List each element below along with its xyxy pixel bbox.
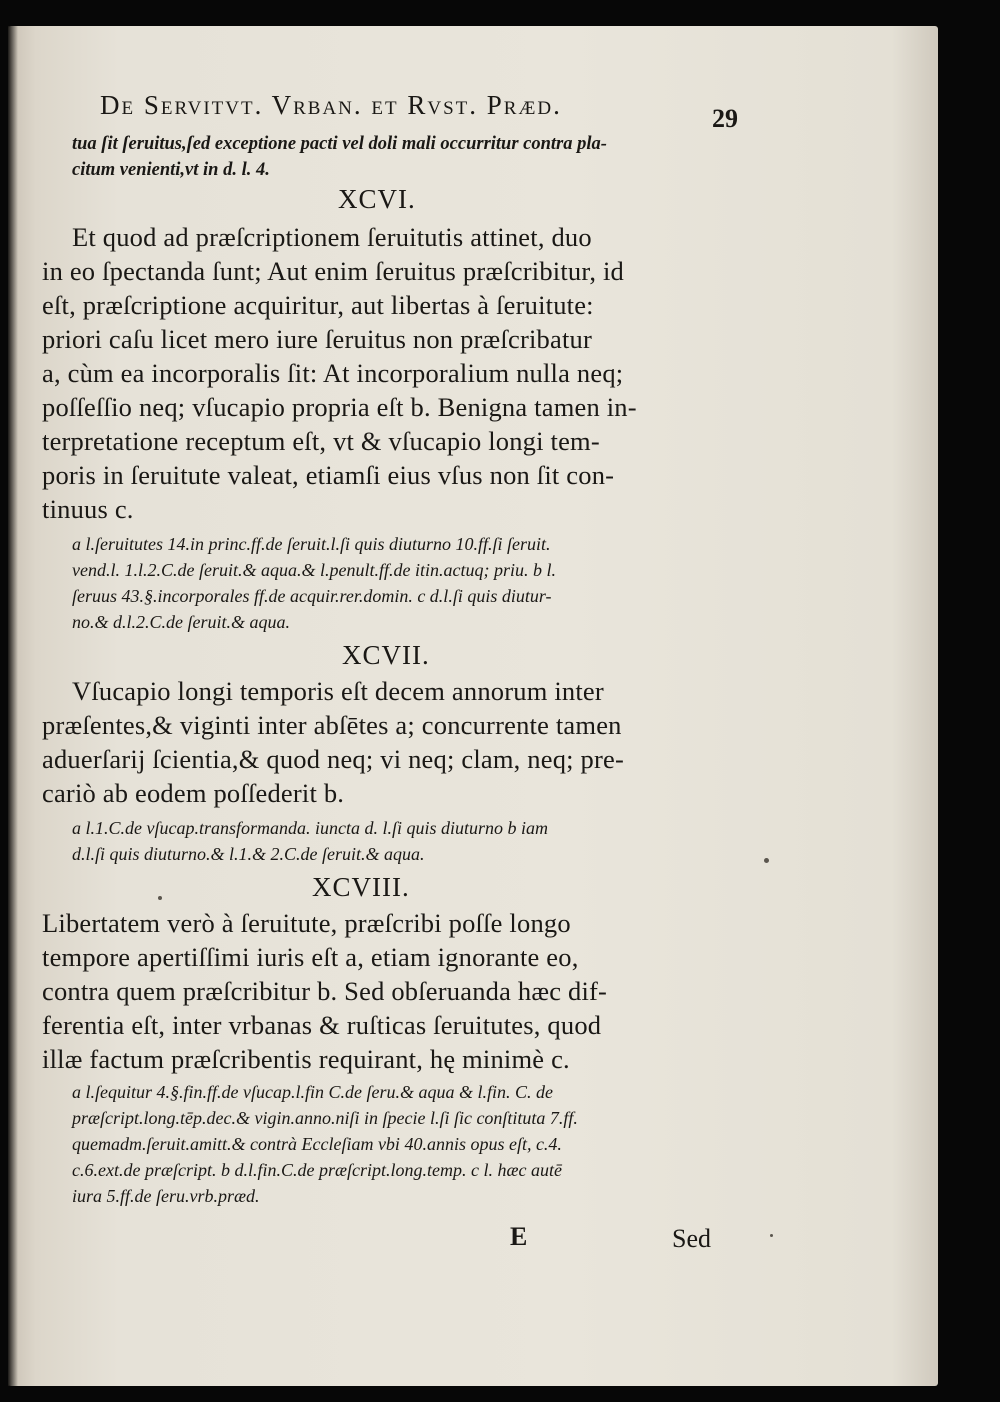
- continuation-line: citum venienti,vt in d. l. 4.: [72, 160, 270, 180]
- footnote-line: quemadm.ſeruit.amitt.& contrà Eccleſiam vbi 40.annis opus eſt, c.4.: [72, 1134, 562, 1154]
- book-page: [8, 26, 938, 1386]
- folio-number: 29: [712, 104, 738, 133]
- paper-speck: [764, 858, 769, 863]
- body-line: Et quod ad præſcriptionem ſeruitutis attinet, duo: [72, 222, 592, 252]
- signature-mark: E: [510, 1222, 528, 1251]
- footnote-line: a l.ſeruitutes 14.in princ.ff.de ſeruit.l.ſi quis diuturno 10.ff.ſi ſeruit.: [72, 534, 551, 554]
- body-line: præſentes,& viginti inter abſētes a; concurrente tamen: [42, 710, 622, 740]
- body-line: Vſucapio longi temporis eſt decem annorum inter: [72, 676, 604, 706]
- running-header: De Servitvt. Vrban. et Rvst. Præd.: [100, 90, 562, 120]
- footnote-line: a l.ſequitur 4.§.fin.ff.de vſucap.l.fin C.de ſeru.& aqua & l.fin. C. de: [72, 1082, 553, 1102]
- footnote-line: no.& d.l.2.C.de ſeruit.& aqua.: [72, 612, 290, 632]
- body-line: poſſeſſio neq; vſucapio propria eſt b. Benigna tamen in-: [42, 392, 637, 422]
- body-line: a, cùm ea incorporalis ſit: At incorporalium nulla neq;: [42, 358, 624, 388]
- page-binding-shadow: [8, 26, 18, 1386]
- body-line: aduerſarij ſcientia,& quod neq; vi neq; clam, neq; pre-: [42, 744, 625, 774]
- section-numeral: XCVIII.: [312, 872, 410, 902]
- paper-speck: [770, 1234, 773, 1237]
- body-line: cariò ab eodem poſſederit b.: [42, 778, 345, 808]
- footnote-line: vend.l. 1.l.2.C.de ſeruit.& aqua.& l.penult.ff.de itin.actuq; priu. b l.: [72, 560, 556, 580]
- footnote-line: c.6.ext.de præſcript. b d.l.fin.C.de præſcript.long.temp. c l. hæc autē: [72, 1160, 562, 1180]
- body-line: tempore apertiſſimi iuris eſt a, etiam ignorante eo,: [42, 942, 579, 972]
- body-line: in eo ſpectanda ſunt; Aut enim ſeruitus præſcribitur, id: [42, 256, 624, 286]
- footnote-line: ſeruus 43.§.incorporales ff.de acquir.rer.domin. c d.l.ſi quis diutur-: [72, 586, 552, 606]
- footnote-line: præſcript.long.tēp.dec.& vigin.anno.niſi in ſpecie l.ſi ſic conſtituta 7.ff.: [72, 1108, 578, 1128]
- body-line: ferentia eſt, inter vrbanas & ruſticas ſeruitutes, quod: [42, 1010, 602, 1040]
- section-numeral: XCVII.: [342, 640, 430, 670]
- body-line: eſt, præſcriptione acquiritur, aut libertas à ſeruitute:: [42, 290, 594, 320]
- body-line: illæ factum præſcribentis requirant, hę minimè c.: [42, 1044, 570, 1074]
- body-line: tinuus c.: [42, 494, 134, 524]
- body-line: contra quem præſcribitur b. Sed obſeruanda hæc dif-: [42, 976, 608, 1006]
- footnote-line: a l.1.C.de vſucap.transformanda. iuncta d. l.ſi quis diuturno b iam: [72, 818, 548, 838]
- body-line: poris in ſeruitute valeat, etiamſi eius vſus non ſit con-: [42, 460, 615, 490]
- catchword: Sed: [672, 1224, 711, 1253]
- body-line: Libertatem verò à ſeruitute, præſcribi poſſe longo: [42, 908, 571, 938]
- footnote-line: iura 5.ff.de ſeru.vrb.præd.: [72, 1186, 260, 1206]
- paper-speck: [158, 896, 162, 900]
- body-line: priori caſu licet mero iure ſeruitus non præſcribatur: [42, 324, 592, 354]
- continuation-line: tua ſit ſeruitus,ſed exceptione pacti vel doli mali occurritur contra pla-: [72, 134, 607, 154]
- footnote-line: d.l.ſi quis diuturno.& l.1.& 2.C.de ſeruit.& aqua.: [72, 844, 425, 864]
- body-line: terpretatione receptum eſt, vt & vſucapio longi tem-: [42, 426, 600, 456]
- section-numeral: XCVI.: [338, 184, 416, 214]
